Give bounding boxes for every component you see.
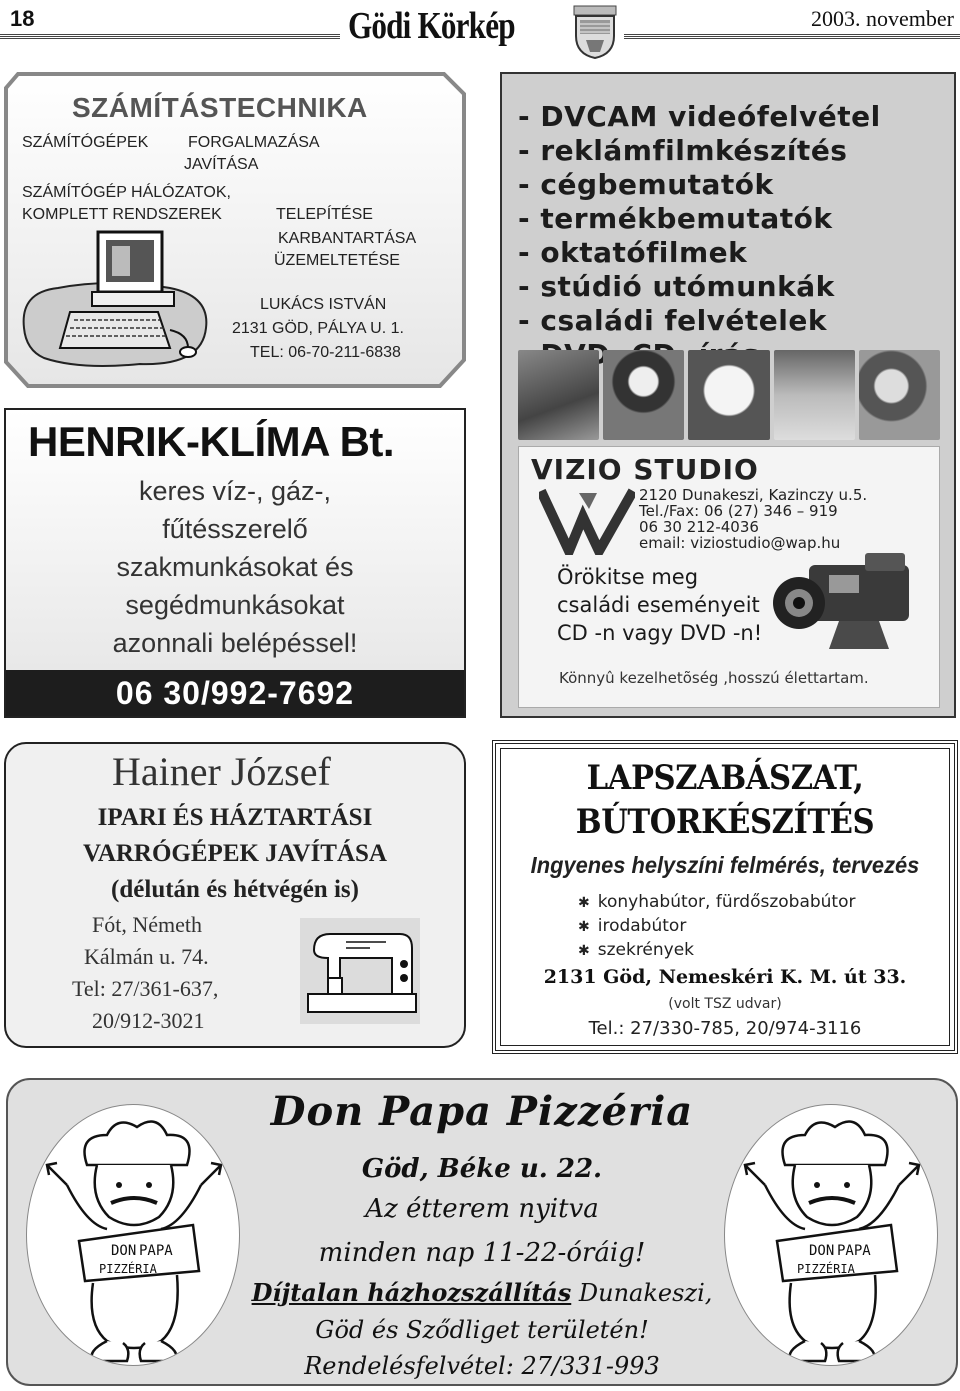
pizza-sign-text: PAPA	[837, 1243, 871, 1259]
pizzeria-hours-line: minden nap 11-22-óráig!	[318, 1238, 646, 1268]
klima-ad-line: fűtésszerelő	[162, 514, 308, 544]
klima-ad-phone: 06 30/992-7692	[6, 670, 464, 716]
coat-of-arms-icon	[572, 4, 618, 60]
vizio-footer: Könnyû kezelhetõség ,hosszú élettartam.	[559, 669, 869, 687]
photo-train	[518, 350, 599, 440]
furniture-item	[578, 892, 855, 912]
computer-ad-title: SZÁMÍTÁSTECHNIKA	[72, 92, 368, 123]
pizzeria-hours-line: Az étterem nyitva	[365, 1194, 599, 1224]
sewing-machine-icon	[300, 918, 420, 1024]
service-item: - stúdió utómunkák	[518, 270, 835, 303]
furniture-address: 2131 Göd, Nemeskéri K. M. út 33.	[543, 966, 907, 988]
issue-date: 2003. november	[811, 6, 954, 31]
service-item: - családi felvételek	[518, 304, 828, 337]
header-rule-left	[0, 34, 340, 40]
hainer-phone: 20/912-3021	[92, 1008, 205, 1033]
vizio-studio-logo: VIZIO STUDIO	[531, 453, 759, 486]
page-number: 18	[10, 6, 35, 31]
vizio-contact-line: 2120 Dunakeszi, Kazinczy u.5.	[639, 486, 868, 504]
pizza-sign-text: PAPA	[139, 1243, 173, 1259]
pizza-sign-text: DON	[809, 1243, 835, 1259]
klima-ad-line: azonnali belépéssel!	[112, 628, 358, 658]
pizza-sign-text: PIZZÉRIA	[99, 1262, 157, 1276]
klima-ad-title: HENRIK-KLÍMA Bt.	[28, 418, 395, 465]
vizio-slogan-line: CD -n vagy DVD -n!	[557, 621, 763, 645]
hainer-phone: Tel: 27/361-637,	[72, 976, 219, 1001]
klima-ad-line: segédmunkásokat	[125, 590, 345, 620]
hainer-address: Kálmán u. 74.	[84, 944, 209, 969]
chef-illustration-right	[724, 1104, 938, 1366]
service-item: - DVCAM videófelvétel	[518, 100, 881, 133]
service-item: - reklámfilmkészítés	[518, 134, 848, 167]
contact-name: LUKÁCS ISTVÁN	[260, 296, 387, 313]
vs-logo-icon	[539, 487, 635, 555]
hainer-headline: VARRÓGÉPEK JAVÍTÁSA	[82, 840, 387, 867]
ad-text: SZÁMÍTÓGÉP HÁLÓZATOK,	[22, 184, 231, 201]
ad-text: JAVÍTÁSA	[184, 156, 259, 173]
pizzeria-ad	[6, 1078, 958, 1386]
sewing-repair-ad	[4, 742, 466, 1048]
asterisk-icon: ✱	[578, 919, 590, 935]
asterisk-icon: ✱	[578, 895, 590, 911]
pizzeria-delivery-area-line: Göd és Sződliget területén!	[315, 1316, 649, 1344]
service-item: - cégbemutatók	[518, 168, 774, 201]
vizio-contact-line: 06 30 212-4036	[639, 518, 759, 536]
furniture-subtitle: Ingyenes helyszíni felmérés, tervezés	[530, 852, 920, 878]
furniture-ad	[492, 740, 958, 1054]
photo-graduates	[603, 350, 684, 440]
newspaper-title: Gödi Körkép	[348, 5, 515, 47]
header-rule-right	[624, 34, 960, 40]
contact-phone: TEL: 06-70-211-6838	[250, 344, 401, 361]
pizzeria-title: Don Papa Pizzéria	[270, 1088, 694, 1135]
ad-text: KOMPLETT RENDSZEREK	[22, 206, 222, 223]
ad-text: KARBANTARTÁSA	[278, 230, 417, 247]
furniture-item-label: szekrények	[597, 940, 695, 960]
photo-birthday	[774, 350, 855, 440]
furniture-item-label: konyhabútor, fürdőszobabútor	[597, 892, 856, 912]
furniture-note: (volt TSZ udvar)	[668, 996, 782, 1012]
klima-ad	[4, 408, 466, 718]
hainer-name: Hainer József	[112, 749, 331, 794]
computer-ad	[4, 72, 466, 388]
vizio-contact-line: Tel./Fax: 06 (27) 346 – 919	[639, 502, 838, 520]
pizza-sign-text: PIZZÉRIA	[797, 1262, 855, 1276]
pizzeria-order-phone: Rendelésfelvétel: 27/331-993	[304, 1352, 660, 1380]
pizzeria-delivery-emphasis: Díjtalan házhozszállítás	[251, 1278, 572, 1307]
pizza-sign-text: DON	[111, 1243, 137, 1259]
furniture-item-label: irodabútor	[597, 916, 687, 936]
furniture-headline: BÚTORKÉSZÍTÉS	[575, 802, 875, 842]
klima-ad-line: szakmunkásokat és	[116, 552, 354, 582]
photo-family	[859, 350, 940, 440]
hainer-headline: (délután és hétvégén is)	[111, 876, 359, 903]
vizio-slogan	[557, 563, 762, 647]
chef-icon	[725, 1105, 938, 1366]
service-item: - termékbemutatók	[518, 202, 833, 235]
hainer-address: Fót, Németh	[92, 912, 202, 937]
service-list	[518, 100, 881, 372]
service-item: - oktatófilmek	[518, 236, 748, 269]
camcorder-icon	[769, 545, 931, 655]
photo-puppy	[688, 350, 769, 440]
vizio-studio-ad	[500, 72, 956, 718]
vizio-studio-panel	[518, 446, 940, 708]
pizzeria-delivery-area: Dunakeszi,	[578, 1279, 713, 1307]
asterisk-icon: ✱	[578, 943, 590, 959]
computer-clipart-icon	[20, 230, 210, 370]
pizzeria-address: Göd, Béke u. 22.	[361, 1154, 603, 1184]
furniture-item	[578, 940, 694, 960]
furniture-item	[578, 916, 686, 936]
vizio-slogan-line: Örökitse meg	[557, 565, 699, 589]
furniture-phone: Tel.: 27/330-785, 20/974-3116	[588, 1018, 862, 1039]
ad-text: SZÁMÍTÓGÉPEK	[22, 134, 149, 151]
furniture-headline: LAPSZABÁSZAT,	[586, 758, 864, 798]
vizio-slogan-line: családi eseményeit	[557, 593, 760, 617]
ad-text: FORGALMAZÁSA	[188, 134, 320, 151]
klima-ad-line: keres víz-, gáz-,	[138, 476, 332, 506]
vizio-contact-line: email: viziostudio@wap.hu	[639, 534, 841, 552]
hainer-headline: IPARI ÉS HÁZTARTÁSI	[97, 804, 373, 831]
ad-text: ÜZEMELTETÉSE	[274, 252, 400, 269]
ad-text: TELEPÍTÉSE	[276, 206, 373, 223]
contact-address: 2131 GÖD, PÁLYA U. 1.	[232, 320, 404, 337]
vizio-contact	[639, 487, 867, 551]
photo-strip	[518, 350, 940, 440]
